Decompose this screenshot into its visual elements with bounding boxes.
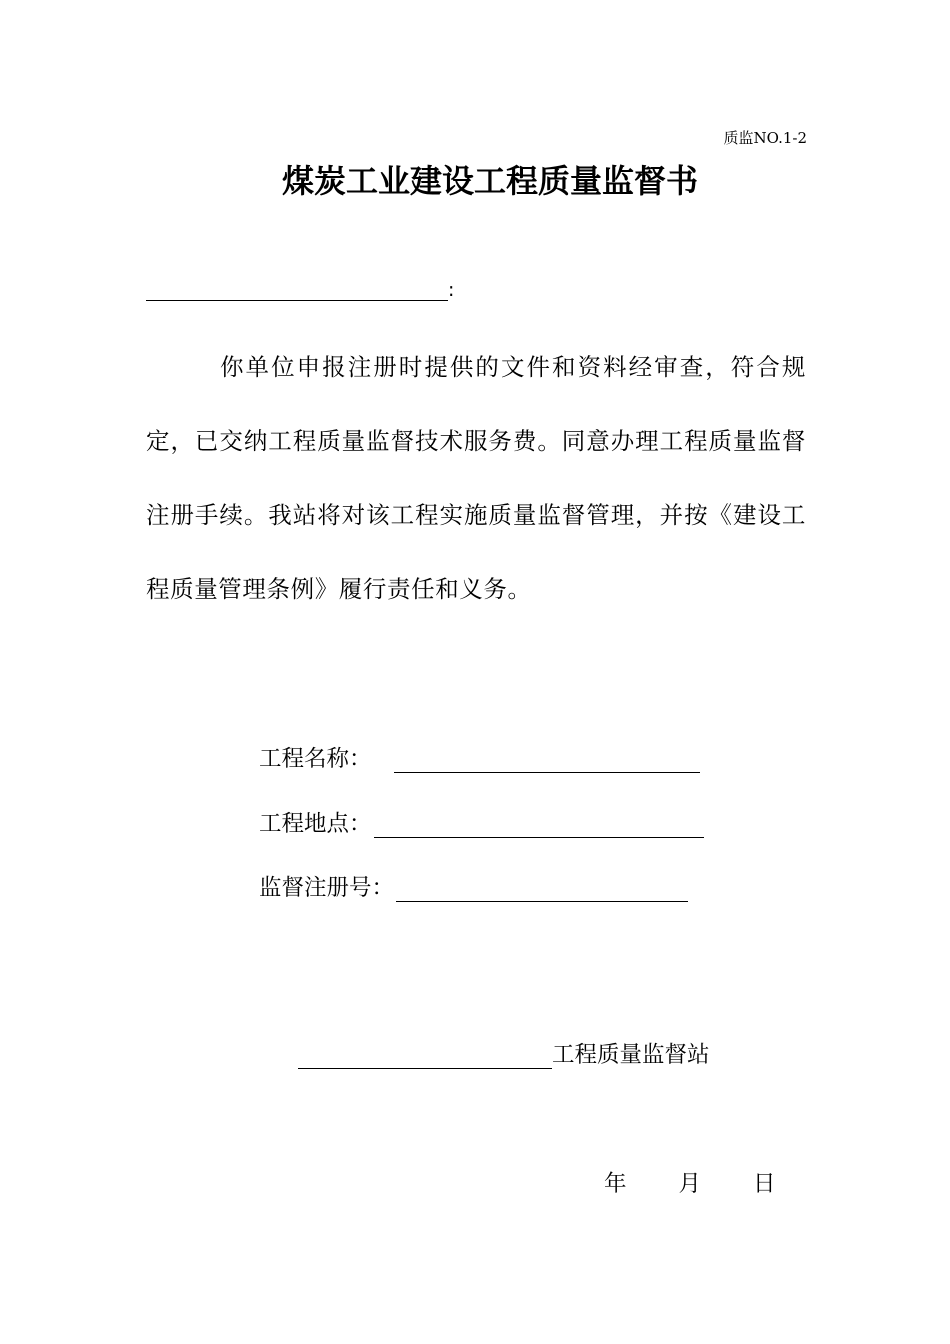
recipient-line <box>146 273 454 301</box>
supervision-station-line <box>298 1037 710 1069</box>
project-name-row <box>259 741 700 773</box>
recipient-colon: : <box>448 279 455 301</box>
registration-number-label: 监督注册号： <box>259 875 395 901</box>
document-code: 质监NO.1-2 <box>723 129 807 147</box>
date-year: 年 <box>604 1171 627 1197</box>
registration-number-blank <box>396 873 688 902</box>
document-title: 煤炭工业建设工程质量监督书 <box>281 162 698 200</box>
supervision-station-label: 工程质量监督站 <box>552 1042 710 1068</box>
project-name-blank <box>394 744 700 773</box>
date-day: 日 <box>753 1171 776 1197</box>
project-location-blank <box>374 809 704 838</box>
date-line <box>604 1166 776 1198</box>
body-paragraph: 你单位申报注册时提供的文件和资料经审查，符合规定，已交纳工程质量监督技术服务费。同意办理工程质量监督注册手续。我站将对该工程实施质量监督管理，并按《建设工程质量管理条例》履行责任和义务。 <box>146 353 806 603</box>
project-location-row <box>259 806 704 838</box>
recipient-blank <box>146 276 448 301</box>
date-month: 月 <box>678 1171 702 1197</box>
project-name-label: 工程名称： <box>259 746 372 772</box>
project-location-label: 工程地点： <box>259 811 372 837</box>
station-name-blank <box>298 1040 552 1069</box>
registration-number-row <box>259 870 688 902</box>
